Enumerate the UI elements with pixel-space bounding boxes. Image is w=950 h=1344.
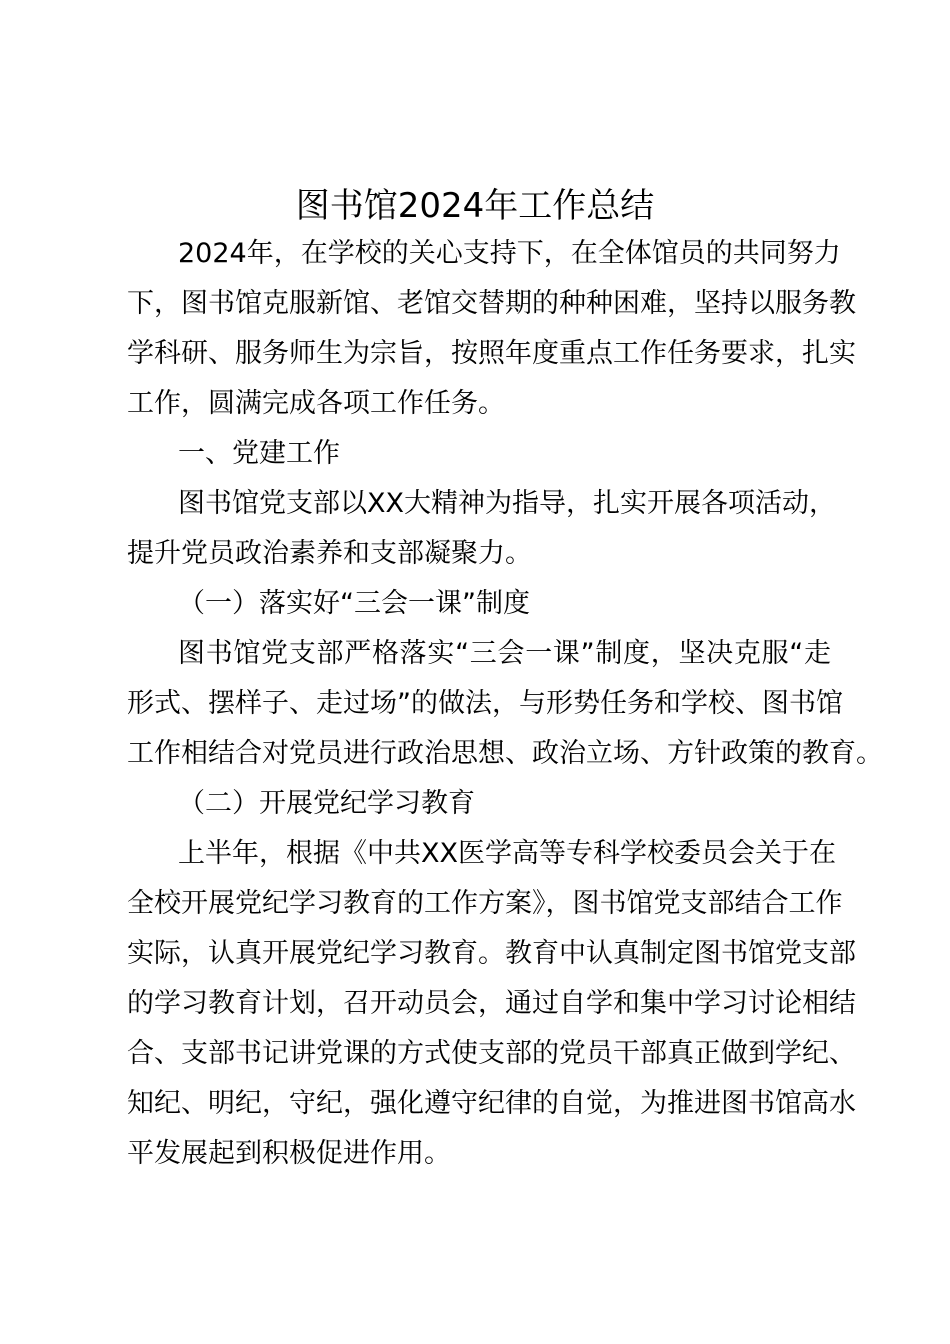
- paragraph-line: 平发展起到积极促进作用。: [127, 1138, 451, 1169]
- paragraph-line: 图书馆党支部以XX大精神为指导，扎实开展各项活动，: [178, 488, 836, 519]
- section-heading: 一、党建工作: [178, 438, 340, 469]
- paragraph-line: 形式、摆样子、走过场”的做法，与形势任务和学校、图书馆: [127, 688, 843, 719]
- paragraph-line: 工作，圆满完成各项工作任务。: [127, 388, 505, 419]
- paragraph-line: 学科研、服务师生为宗旨，按照年度重点工作任务要求，扎实: [127, 338, 856, 369]
- subsection-heading: （一）落实好“三会一课”制度: [178, 588, 530, 619]
- paragraph-line: 工作相结合对党员进行政治思想、政治立场、方针政策的教育。: [127, 738, 883, 769]
- document-title: 图书馆2024年工作总结: [295, 186, 655, 226]
- subsection-heading: （二）开展党纪学习教育: [178, 788, 475, 819]
- paragraph-line: 下，图书馆克服新馆、老馆交替期的种种困难，坚持以服务教: [127, 288, 856, 319]
- paragraph-line: 实际，认真开展党纪学习教育。教育中认真制定图书馆党支部: [127, 938, 856, 969]
- paragraph-line: 提升党员政治素养和支部凝聚力。: [127, 538, 532, 569]
- paragraph-line: 图书馆党支部严格落实“三会一课”制度，坚决克服“走: [178, 638, 831, 669]
- paragraph-line: 上半年，根据《中共XX医学高等专科学校委员会关于在: [178, 838, 836, 869]
- paragraph-line: 合、支部书记讲党课的方式使支部的党员干部真正做到学纪、: [127, 1038, 856, 1069]
- paragraph-line: 2024年，在学校的关心支持下，在全体馆员的共同努力: [178, 238, 841, 269]
- paragraph-line: 知纪、明纪，守纪，强化遵守纪律的自觉，为推进图书馆高水: [127, 1088, 856, 1119]
- paragraph-line: 的学习教育计划，召开动员会，通过自学和集中学习讨论相结: [127, 988, 856, 1019]
- paragraph-line: 全校开展党纪学习教育的工作方案》，图书馆党支部结合工作: [127, 888, 843, 919]
